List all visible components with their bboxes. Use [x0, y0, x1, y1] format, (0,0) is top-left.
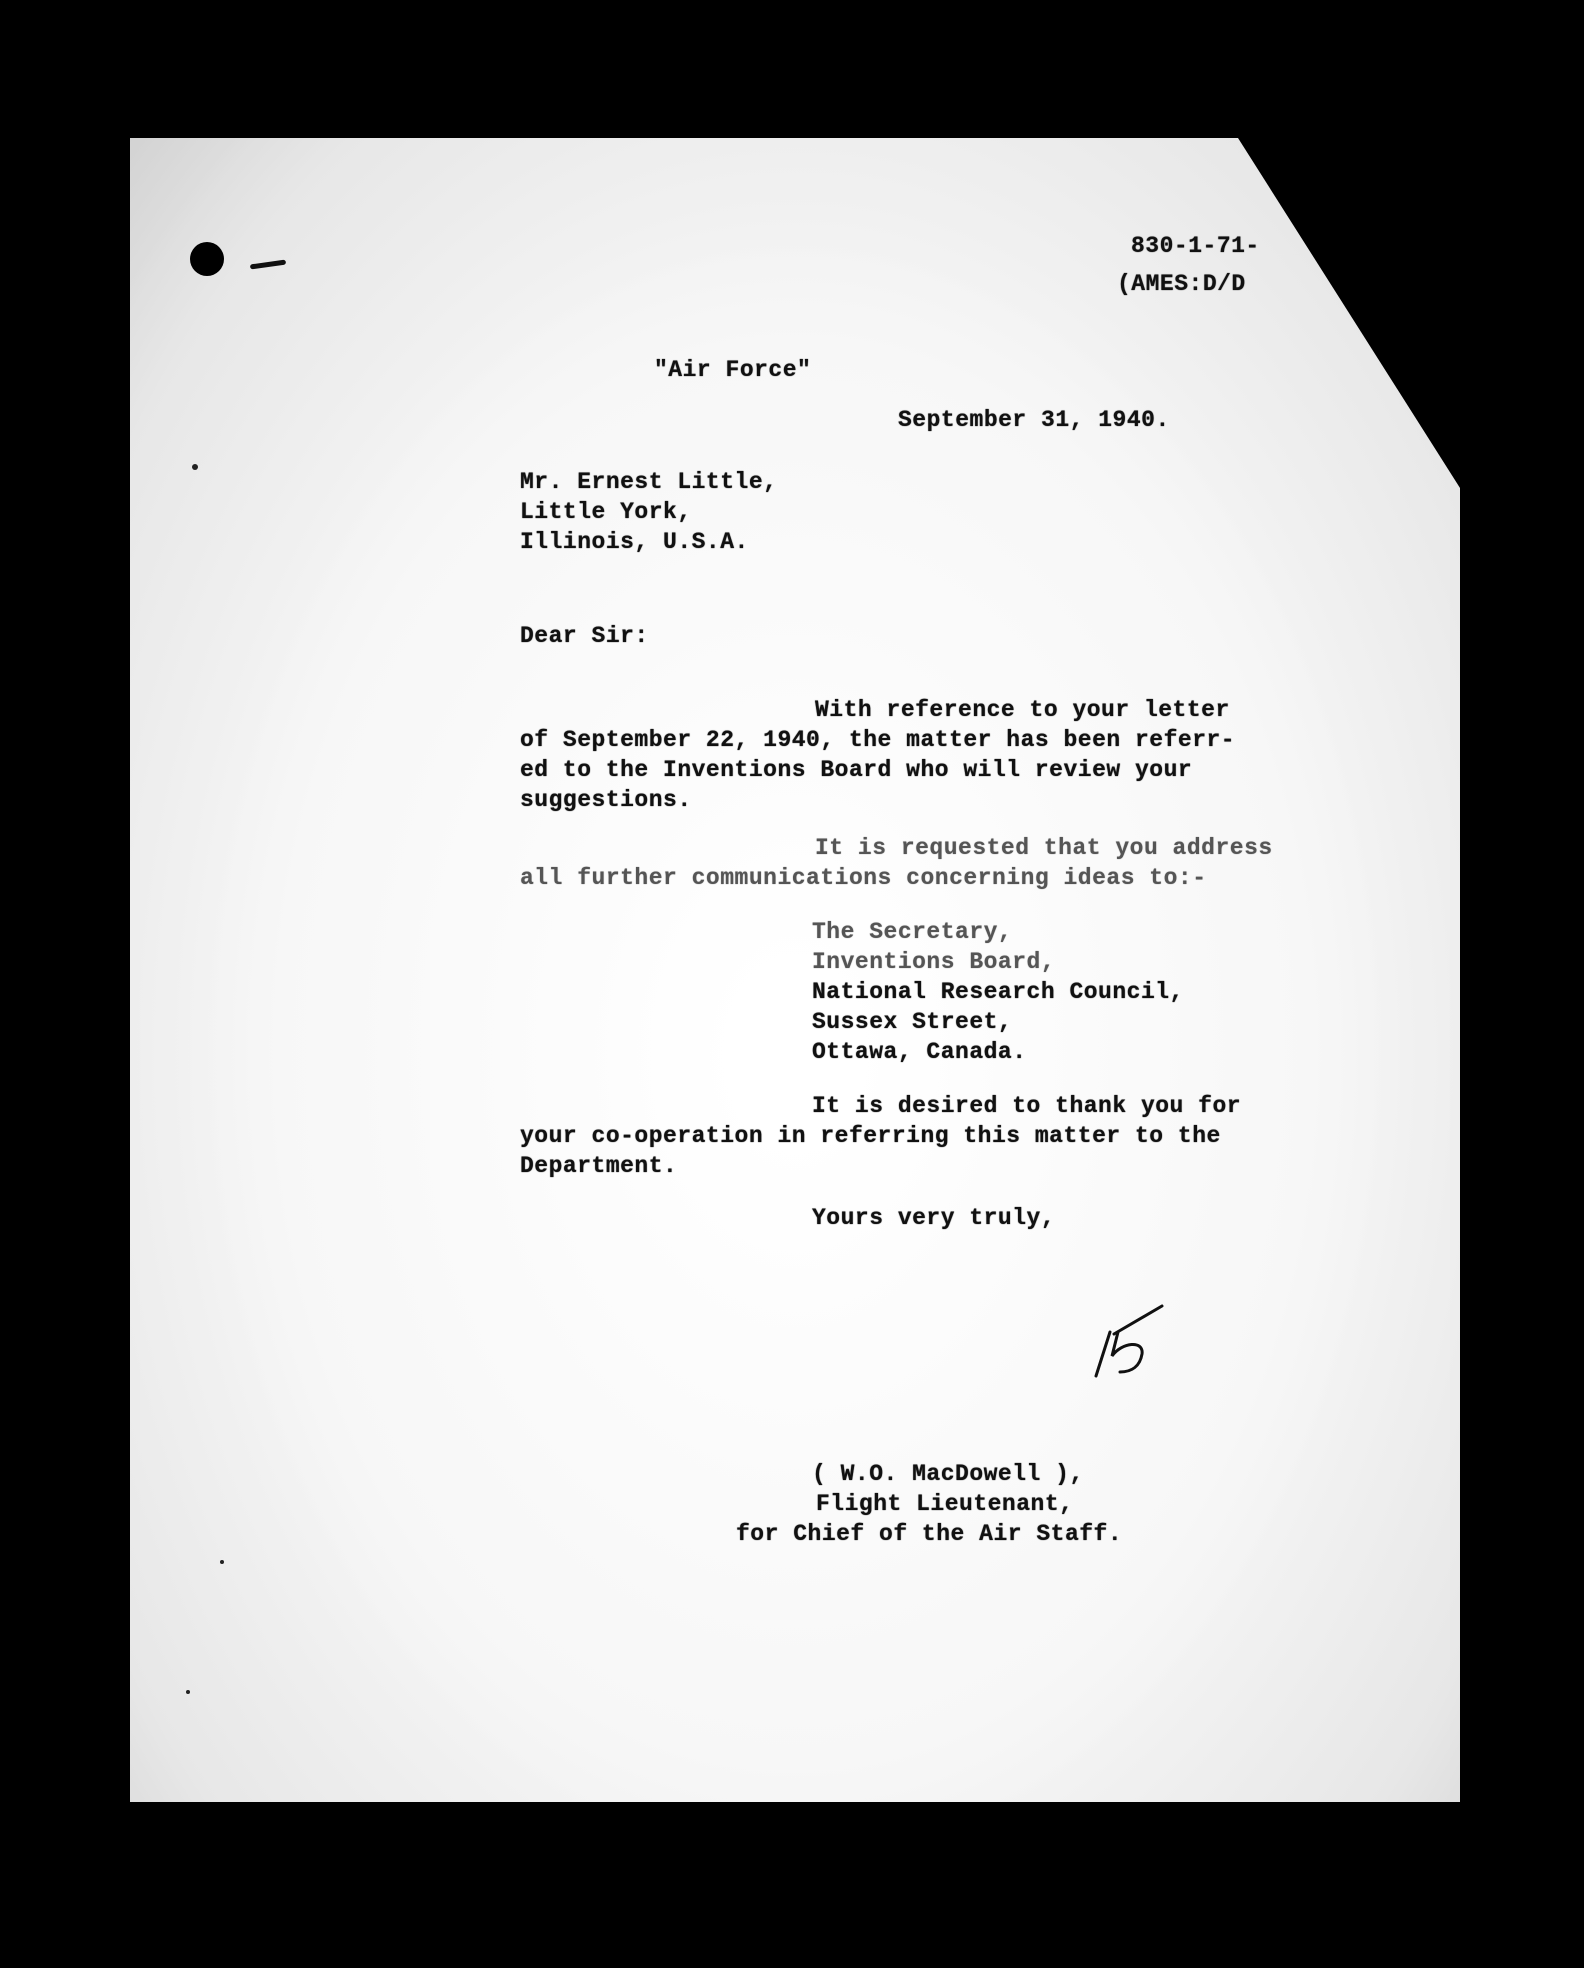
paragraph-line: It is requested that you address	[815, 835, 1273, 861]
letter-date: September 31, 1940.	[898, 407, 1170, 433]
closing: Yours very truly,	[812, 1205, 1056, 1231]
classification-heading: "Air Force"	[654, 357, 812, 383]
paragraph-line: your co-operation in referring this matter to the	[520, 1123, 1221, 1149]
signature-name: ( W.O. MacDowell ),	[812, 1461, 1084, 1487]
recipient-line: Mr. Ernest Little,	[520, 469, 778, 495]
salutation: Dear Sir:	[520, 623, 649, 649]
paragraph-line: ed to the Inventions Board who will review your	[520, 757, 1193, 783]
address-line: Ottawa, Canada.	[812, 1039, 1027, 1065]
recipient-line: Illinois, U.S.A.	[520, 529, 749, 555]
paragraph-line: of September 22, 1940, the matter has been referr-	[520, 727, 1236, 753]
address-line: The Secretary,	[812, 919, 1013, 945]
paragraph-line: suggestions.	[520, 787, 692, 813]
punch-hole	[190, 242, 224, 276]
paragraph-line: all further communications concerning ideas to:-	[520, 865, 1207, 891]
address-line: Inventions Board,	[812, 949, 1056, 975]
signature-title: for Chief of the Air Staff.	[736, 1521, 1123, 1547]
recipient-line: Little York,	[520, 499, 692, 525]
address-line: Sussex Street,	[812, 1009, 1013, 1035]
file-reference-line2: (AMES:D/D	[1117, 271, 1246, 297]
paragraph-line: With reference to your letter	[815, 697, 1230, 723]
letter-page	[130, 138, 1460, 1802]
address-line: National Research Council,	[812, 979, 1184, 1005]
speck	[192, 464, 198, 470]
signature-rank: Flight Lieutenant,	[816, 1491, 1074, 1517]
handwritten-mark	[1092, 1292, 1182, 1382]
speck	[186, 1690, 190, 1694]
paragraph-line: Department.	[520, 1153, 678, 1179]
paragraph-line: It is desired to thank you for	[812, 1093, 1242, 1119]
file-reference: 830-1-71-	[1131, 233, 1260, 259]
speck	[220, 1560, 224, 1564]
